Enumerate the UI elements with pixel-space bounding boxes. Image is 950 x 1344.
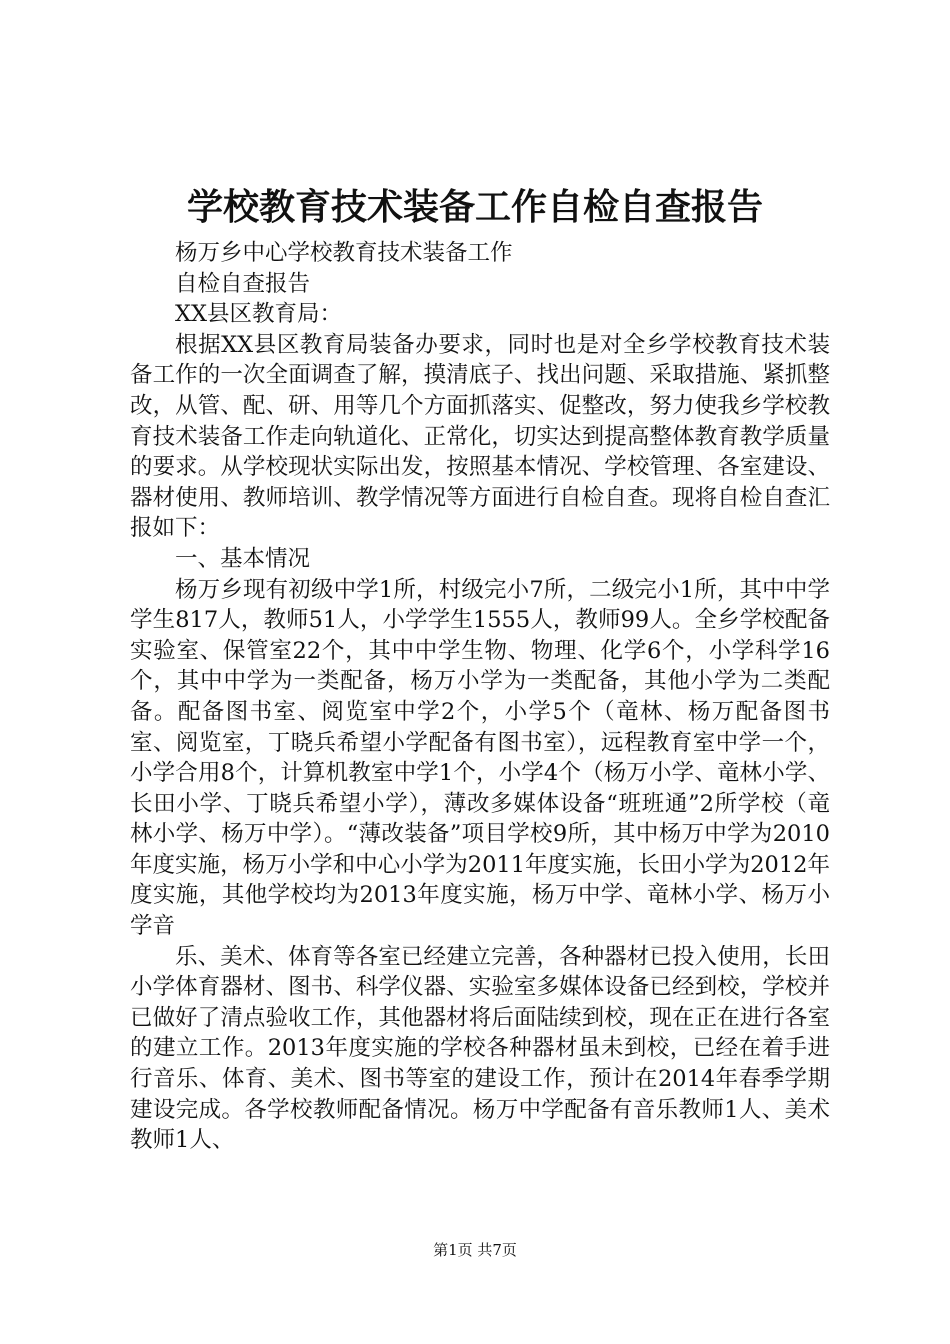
subtitle-line-1: 杨万乡中心学校教育技术装备工作 [175,240,513,266]
page-footer: 第1页 共7页 [433,1241,517,1259]
subtitle-line-2: 自检自查报告 [175,270,311,297]
section-heading-basic-info: 一、基本情况 [175,545,311,572]
paragraph-equipment-status: 乐、美术、体育等各室已经建立完善，各种器材已投入使用，长田小学体育器材、图书、科学仪器、实验室多媒体设备已经到校，学校并已做好了清点验收工作，其他器材将后面陆续到校，现在正在进行各室的建立工作。2013年度实施的学校各种器材虽未到校，已经在着手进行音乐、体育、美术、图书等室的建设工作，预计在2014年春季学期建设完成。各学校教师配备情况。杨万中学配备有音乐教师1人、美术教师1人、 [130,943,830,1154]
document-body [130,238,830,1156]
paragraph-basic-info: 杨万乡现有初级中学1所，村级完小7所，二级完小1所，其中中学学生817人，教师51人，小学学生1555人，教师99人。全乡学校配备实验室、保管室22个，其中中学生物、物理、化学6个，小学科学16个，其中中学为一类配备，杨万小学为一类配备，其他小学为二类配备。配备图书室、阅览室中学2个，小学5个（竜林、杨万配备图书室、阅览室，丁晓兵希望小学配备有图书室），远程教育室中学一个，小学合用8个，计算机教室中学1个，小学4个（杨万小学、竜林小学、长田小学、丁晓兵希望小学），薄改多媒体设备“班班通”2所学校（竜林小学、杨万中学）。“薄改装备”项目学校9所，其中杨万中学为2010年度实施，杨万小学和中心小学为2011年度实施，长田小学为2012年度实施，其他学校均为2013年度实施，杨万中学、竜林小学、杨万小学音 [130,576,830,940]
paragraph-intro: 根据XX县区教育局装备办要求，同时也是对全乡学校教育技术装备工作的一次全面调查了解，摸清底子、找出问题、采取措施、紧抓整改，从管、配、研、用等几个方面抓落实、促整改，努力使我乡学校教育技术装备工作走向轨道化、正常化，切实达到提高整体教育教学质量的要求。从学校现状实际出发，按照基本情况、学校管理、各室建设、器材使用、教师培训、教学情况等方面进行自检自查。现将自检自查汇报如下： [130,331,830,542]
document-title: 学校教育技术装备工作自检自查报告 [186,186,763,228]
salutation: XX县区教育局： [175,301,343,328]
